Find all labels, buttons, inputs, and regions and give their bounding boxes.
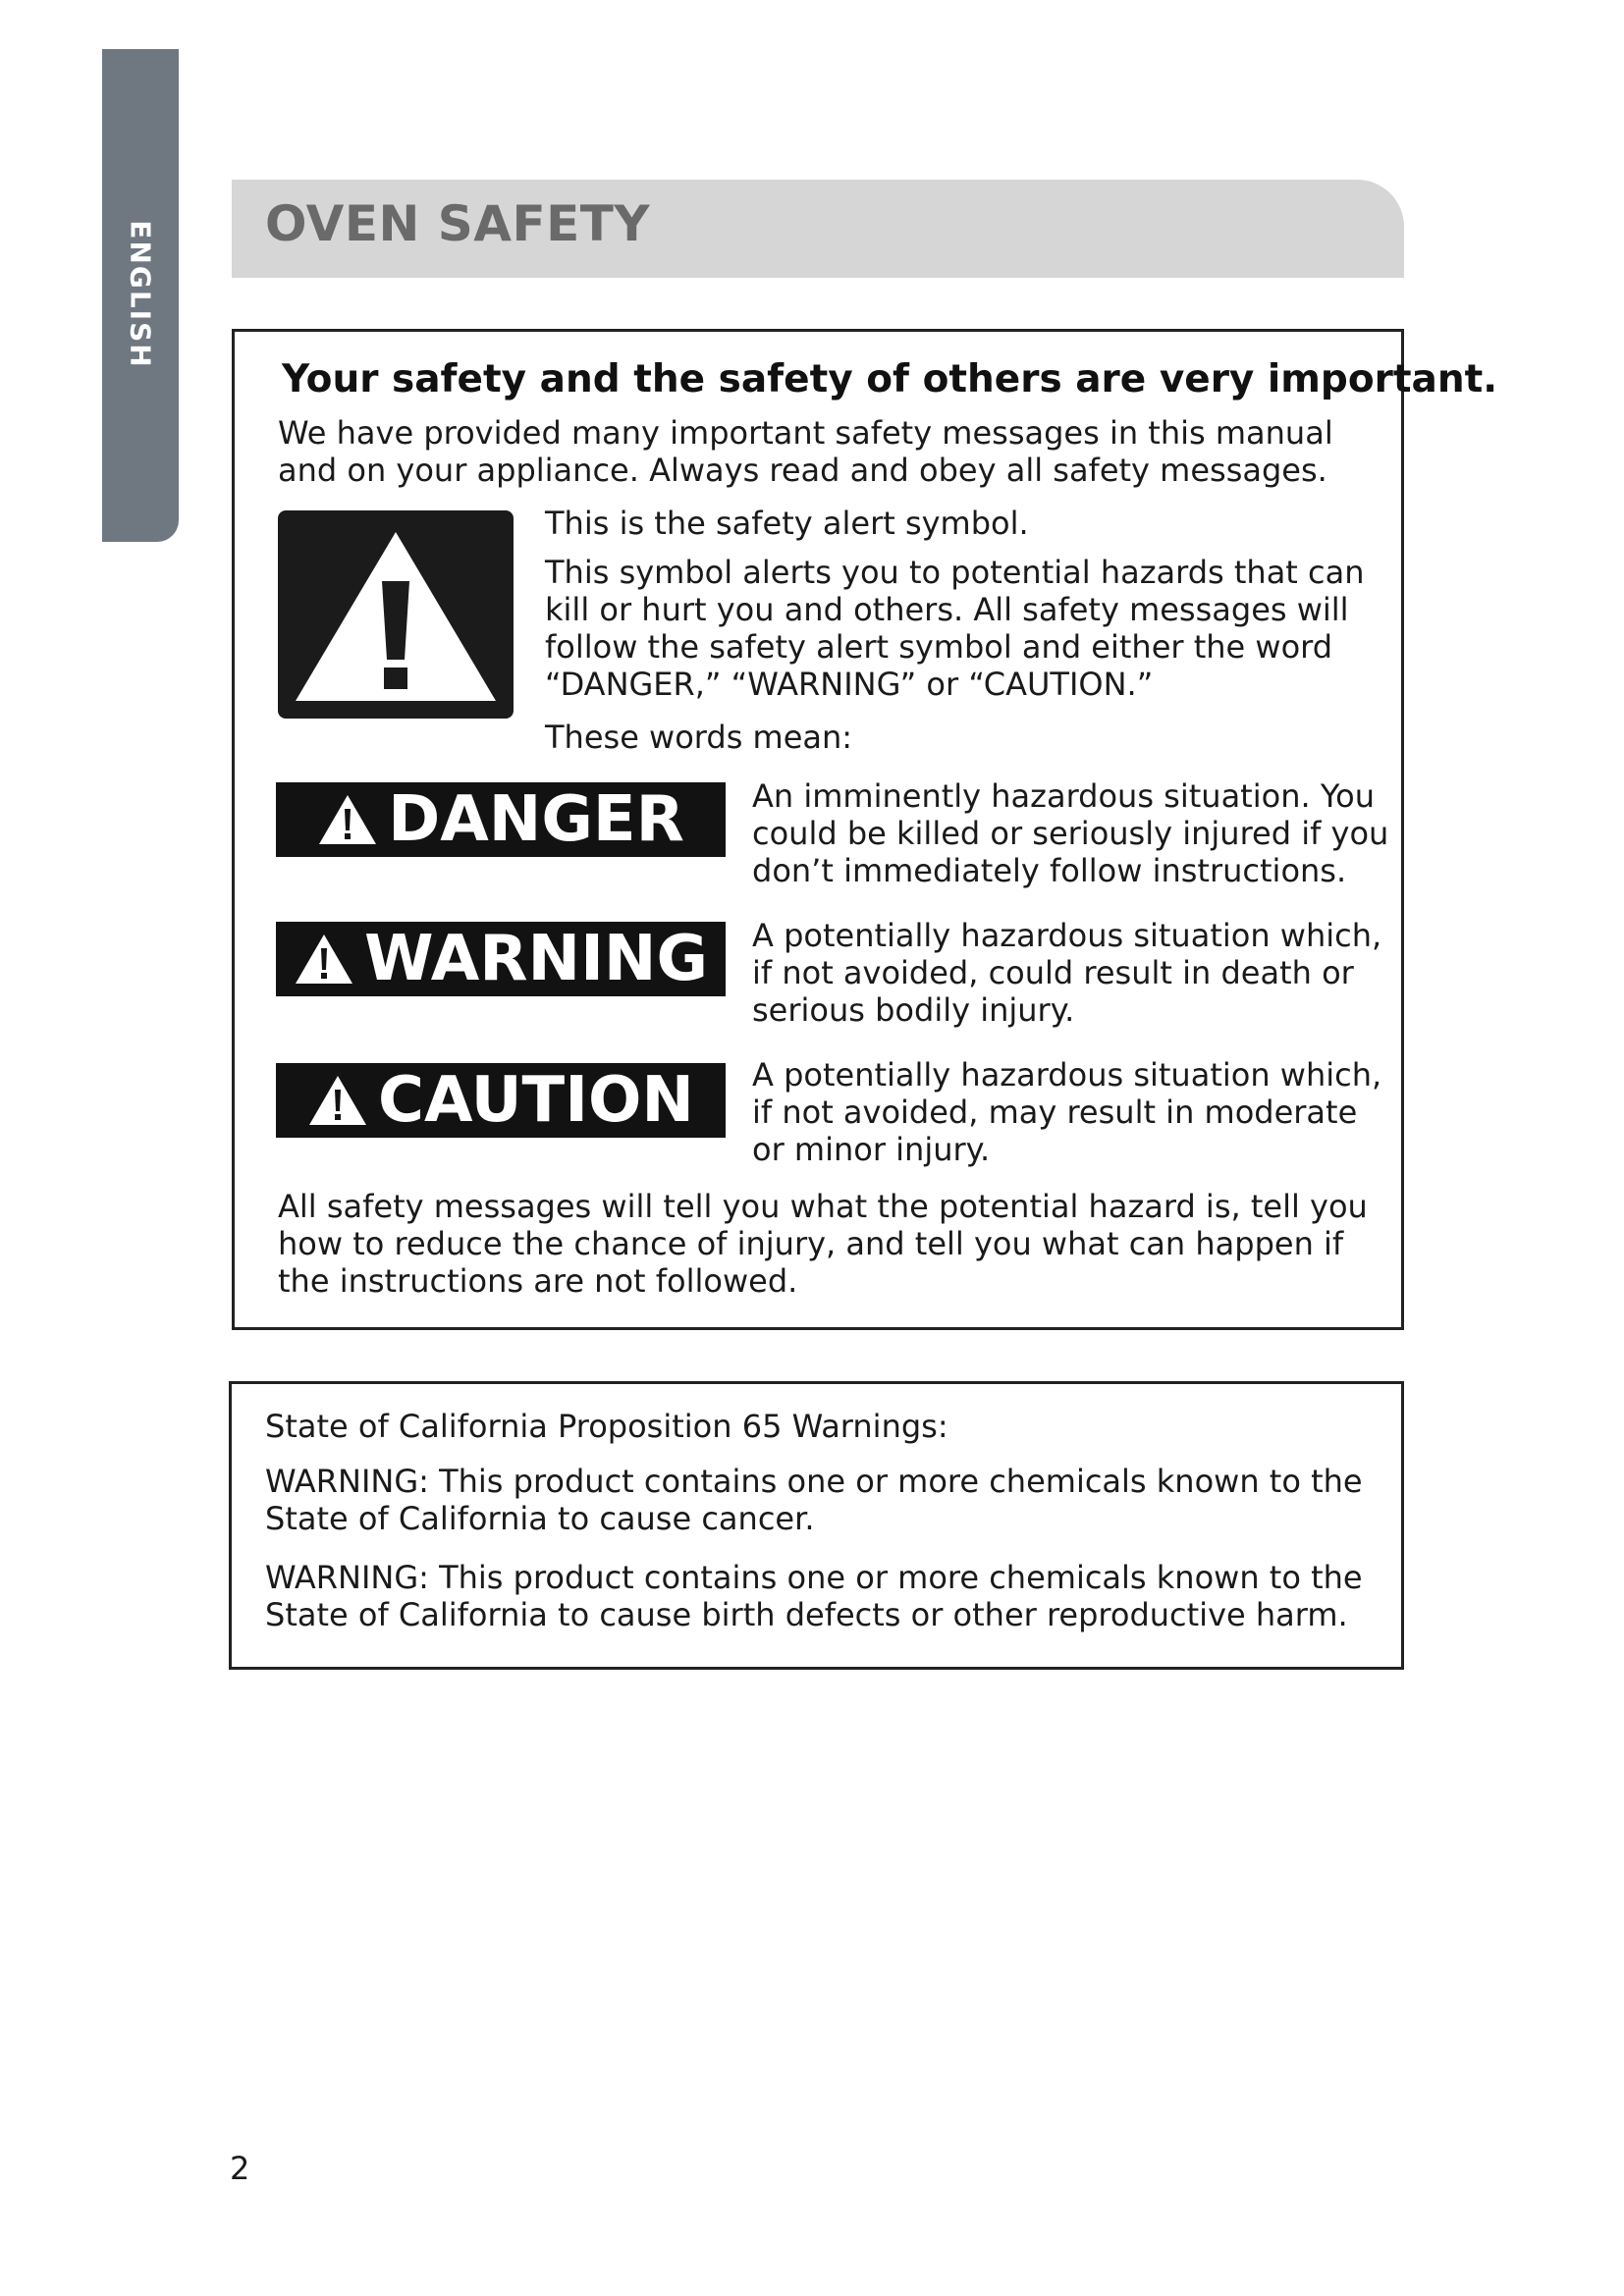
caution-description: A potentially hazardous situation which, if not avoided, may result in moderate or minor injury. xyxy=(752,1056,1382,1168)
warning-label xyxy=(276,922,726,996)
prop65-warning-reproductive: WARNING: This product contains one or more chemicals known to the State of California to cause birth defects or other reproductive harm. xyxy=(265,1559,1363,1633)
safety-intro: We have provided many important safety messages in this manual and on your appliance. Always read and obey all safety messages. xyxy=(278,414,1333,489)
language-tab xyxy=(102,49,179,542)
prop65-box xyxy=(229,1381,1404,1670)
safety-alert-symbol-icon xyxy=(278,510,514,719)
warning-label-text: WARNING xyxy=(364,923,708,995)
page-number: 2 xyxy=(230,2150,250,2187)
safety-footer: All safety messages will tell you what the potential hazard is, tell you how to reduce the chance of injury, and tell you what can happen if the instructions are not followed. xyxy=(278,1188,1368,1300)
caution-label xyxy=(276,1063,726,1138)
warning-alert-icon xyxy=(294,933,354,986)
these-words-text: These words mean: xyxy=(545,719,853,756)
safety-heading: Your safety and the safety of others are very important. xyxy=(282,357,1498,401)
prop65-warning-cancer: WARNING: This product contains one or more chemicals known to the State of California to cause cancer. xyxy=(265,1463,1363,1537)
alert-symbol-text: This is the safety alert symbol. xyxy=(545,505,1029,542)
danger-label-text: DANGER xyxy=(388,783,684,856)
safety-info-box xyxy=(232,329,1498,1330)
caution-label-text: CAUTION xyxy=(378,1064,694,1137)
language-tab-label: ENGLISH xyxy=(124,220,157,369)
danger-label xyxy=(276,782,726,857)
alert-description: This symbol alerts you to potential hazards that can kill or hurt you and others. All safety messages will follow the safety alert symbol and either the word “DANGER,” “WARNING” or “CAUTION.” xyxy=(545,554,1365,703)
danger-alert-icon xyxy=(317,793,378,846)
section-title-bar xyxy=(232,180,1404,278)
page-title: OVEN SAFETY xyxy=(265,195,651,252)
warning-description: A potentially hazardous situation which, if not avoided, could result in death or serious bodily injury. xyxy=(752,917,1382,1029)
danger-description: An imminently hazardous situation. You could be killed or seriously injured if you don’t immediately follow instructions. xyxy=(752,777,1389,889)
caution-alert-icon xyxy=(307,1074,368,1127)
prop65-title: State of California Proposition 65 Warnings: xyxy=(265,1408,948,1445)
